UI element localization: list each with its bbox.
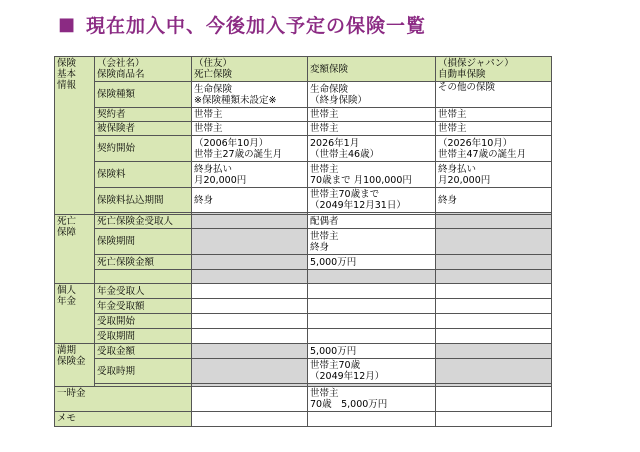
insured-policy-1: 世帯主 [192, 122, 308, 136]
death-amount-policy-2: 5,000万円 [308, 255, 436, 270]
type-policy-1: 生命保険 ※保険種類未設定※ [192, 82, 308, 108]
premium-policy-2: 世帯主 70歳まで 月100,000円 [308, 162, 436, 188]
page-title [58, 6, 426, 42]
row-label-insured: 被保険者 [95, 122, 192, 136]
row-label-contractor: 契約者 [95, 108, 192, 122]
section-lump-sum: 一時金 [55, 387, 192, 412]
square-bullet-icon: ■ [58, 13, 77, 35]
row-label-maturity-amount: 受取金額 [95, 344, 192, 359]
maturity-time-policy-2: 世帯主70歳 （2049年12月） [308, 359, 436, 384]
page-title-text: 現在加入中、今後加入予定の保険一覧 [86, 14, 427, 37]
row-label-maturity-time: 受取時期 [95, 359, 192, 384]
pay-period-policy-3: 終身 [436, 188, 552, 213]
header-label: （会社名） 保険商品名 [95, 57, 192, 82]
header-policy-3: （損保ジャパン） 自動車保険 [436, 57, 552, 82]
lump-sum-policy-2: 世帯主 70歳 5,000万円 [308, 387, 436, 412]
contractor-policy-2: 世帯主 [308, 108, 436, 122]
contractor-policy-1: 世帯主 [192, 108, 308, 122]
start-policy-2: 2026年1月 （世帯主46歳） [308, 136, 436, 162]
coverage-policy-2: 世帯主 終身 [308, 229, 436, 255]
beneficiary-policy-3 [436, 215, 552, 229]
section-maturity: 満期 保険金 [55, 344, 95, 387]
row-label-beneficiary: 死亡保険金受取人 [95, 215, 192, 229]
pay-period-policy-2: 世帯主70歳まで （2049年12月31日） [308, 188, 436, 213]
row-label-premium: 保険料 [95, 162, 192, 188]
pay-period-policy-1: 終身 [192, 188, 308, 213]
type-policy-3: その他の保険 [436, 82, 552, 108]
coverage-policy-1 [192, 229, 308, 255]
section-death-coverage: 死亡 保障 [55, 215, 95, 284]
row-label-pension-start: 受取開始 [95, 314, 192, 329]
coverage-policy-3 [436, 229, 552, 255]
header-policy-1: （住友） 死亡保険 [192, 57, 308, 82]
insured-policy-2: 世帯主 [308, 122, 436, 136]
row-label-pay-period: 保険料払込期間 [95, 188, 192, 213]
beneficiary-policy-2: 配偶者 [308, 215, 436, 229]
section-basic-info: 保険 基本 情報 [55, 57, 95, 215]
row-label-pension-amount: 年金受取額 [95, 299, 192, 314]
section-memo: メモ [55, 412, 192, 427]
row-label-start: 契約開始 [95, 136, 192, 162]
header-policy-2: 変額保険 [308, 57, 436, 82]
insured-policy-3: 世帯主 [436, 122, 552, 136]
section-pension: 個人 年金 [55, 284, 95, 344]
contractor-policy-3: 世帯主 [436, 108, 552, 122]
row-label-death-amount: 死亡保険金額 [95, 255, 192, 270]
row-label-type: 保険種類 [95, 82, 192, 108]
maturity-amount-policy-2: 5,000万円 [308, 344, 436, 359]
type-policy-2: 生命保険 （終身保険） [308, 82, 436, 108]
beneficiary-policy-1 [192, 215, 308, 229]
death-amount-policy-1 [192, 255, 308, 270]
row-label-pension-period: 受取期間 [95, 329, 192, 344]
start-policy-1: （2006年10月） 世帯主27歳の誕生月 [192, 136, 308, 162]
premium-policy-3: 終身払い 月20,000円 [436, 162, 552, 188]
row-label-pension-recipient: 年金受取人 [95, 284, 192, 299]
premium-policy-1: 終身払い 月20,000円 [192, 162, 308, 188]
start-policy-3: （2026年10月） 世帯主47歳の誕生月 [436, 136, 552, 162]
row-label-coverage-period: 保険期間 [95, 229, 192, 255]
death-amount-policy-3 [436, 255, 552, 270]
insurance-table [54, 56, 552, 427]
